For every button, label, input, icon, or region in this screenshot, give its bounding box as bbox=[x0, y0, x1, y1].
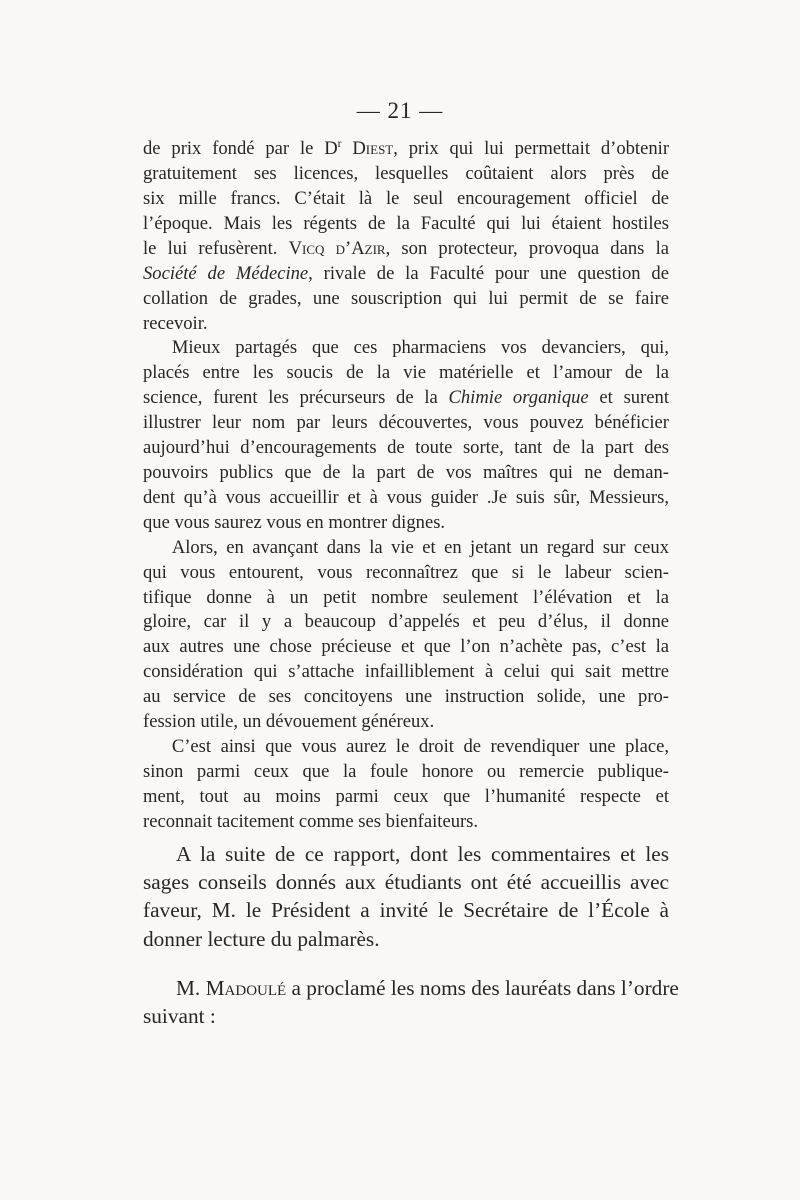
text-run: que vous saurez vous en montrer dignes. bbox=[143, 511, 446, 533]
rapport-text bbox=[143, 132, 669, 835]
paragraph-gap bbox=[143, 953, 669, 974]
text-line bbox=[143, 586, 669, 611]
text-line bbox=[143, 810, 669, 835]
text-run: l’époque. Mais les régents de la Faculté qui lui étaient hostiles bbox=[143, 212, 669, 234]
text-line bbox=[143, 361, 669, 386]
text-run: gratuitement ses licences, lesquelles coûtaient alors près de bbox=[143, 163, 669, 185]
text-run: suivant : bbox=[143, 1004, 216, 1029]
text-run: qui vous entourent, vous reconnaîtrez que si le labeur scien- bbox=[143, 561, 669, 583]
text-line bbox=[143, 610, 669, 635]
compte-rendu-text bbox=[143, 840, 679, 1030]
text-run: M. bbox=[176, 975, 206, 1000]
text-line bbox=[143, 561, 669, 586]
text-run: de prix fondé par le D bbox=[143, 138, 338, 160]
text-run: aux autres une chose précieuse et que l’on n’achète pas, c’est la bbox=[143, 636, 669, 658]
text-run: A la suite de ce rapport, dont les commentaires et les bbox=[176, 842, 669, 866]
text-run: dent qu’à vous accueillir et à vous guider .Je suis sûr, Messieurs, bbox=[143, 486, 669, 508]
text-run: faveur, M. le Président a invité le Secrétaire de l’École à bbox=[143, 898, 669, 923]
text-run: sinon parmi ceux que la foule honore ou remercie publique- bbox=[143, 760, 669, 782]
text-run: placés entre les soucis de la vie matérielle et l’amour de la bbox=[143, 362, 669, 384]
text-line bbox=[143, 287, 669, 312]
text-run: considération qui s’attache infailliblement à celui qui sait mettre bbox=[143, 661, 669, 683]
text-line bbox=[143, 974, 679, 1002]
text-run: Mieux partagés que ces pharmaciens vos devanciers, qui, bbox=[171, 337, 669, 359]
text-line bbox=[143, 436, 669, 461]
italic-text: Société de Médecine, bbox=[143, 262, 313, 284]
text-run: , prix qui lui permettait d’obtenir bbox=[393, 138, 670, 160]
text-run: ment, tout au moins parmi ceux que l’humanité respecte et bbox=[143, 785, 669, 807]
small-caps-name: Diest bbox=[352, 138, 394, 160]
text-run: reconnait tacitement comme ses bienfaiteurs. bbox=[143, 810, 479, 832]
text-line bbox=[143, 760, 669, 785]
text-run: sages conseils donnés aux étudiants ont été accueillis avec bbox=[143, 870, 669, 895]
text-run: le lui refusèrent. bbox=[143, 237, 289, 259]
small-caps-name: Vicq d’Azir bbox=[288, 237, 386, 259]
text-line bbox=[143, 162, 669, 187]
text-line bbox=[143, 1002, 669, 1030]
text-line bbox=[143, 262, 669, 287]
text-line bbox=[143, 635, 669, 660]
text-line bbox=[143, 868, 669, 896]
text-run: , son protecteur, provoqua dans la bbox=[385, 237, 670, 259]
text-line bbox=[143, 840, 669, 868]
text-run: aujourd’hui d’encouragements de toute sorte, tant de la part des bbox=[143, 437, 669, 459]
text-line bbox=[143, 132, 669, 162]
text-line bbox=[143, 312, 669, 337]
italic-text: Chimie organique bbox=[448, 387, 589, 409]
text-line bbox=[143, 336, 669, 361]
text-line bbox=[143, 536, 669, 561]
text-line bbox=[143, 386, 669, 411]
text-run: collation de grades, une souscription qui lui permit de se faire bbox=[143, 287, 669, 309]
text-line bbox=[143, 925, 669, 953]
text-line bbox=[143, 411, 669, 436]
text-run: au service de ses concitoyens une instruction solide, une pro- bbox=[143, 686, 669, 708]
text-run: pouvoirs publics que de la part de vos maîtres qui ne deman- bbox=[143, 461, 669, 483]
text-run bbox=[342, 138, 353, 159]
text-line bbox=[143, 511, 669, 536]
text-run: gloire, car il y a beaucoup d’appelés et peu d’élus, il donne bbox=[143, 611, 669, 633]
small-caps-name: Madoulé bbox=[205, 975, 287, 1000]
text-line bbox=[143, 660, 669, 685]
text-run: science, furent les précurseurs de la bbox=[143, 387, 449, 409]
text-run: Alors, en avançant dans la vie et en jetant un regard sur ceux bbox=[171, 536, 669, 558]
text-run: rivale de la Faculté pour une question de bbox=[312, 262, 669, 284]
text-line bbox=[143, 187, 669, 212]
text-line bbox=[143, 785, 669, 810]
text-run: fession utile, un dévouement généreux. bbox=[143, 711, 435, 733]
text-run: illustrer leur nom par leurs découvertes, vous pouvez bénéficier bbox=[143, 412, 669, 434]
text-run: six mille francs. C’était là le seul encouragement officiel de bbox=[143, 188, 669, 209]
text-run: recevoir. bbox=[143, 312, 208, 334]
text-run: a proclamé les noms des lauréats dans l’ordre bbox=[286, 975, 679, 1000]
text-line bbox=[143, 486, 669, 511]
text-line bbox=[143, 685, 669, 710]
page-number: — 21 — bbox=[356, 98, 444, 123]
superscript: r bbox=[337, 138, 342, 150]
text-line bbox=[143, 710, 669, 735]
text-run: tifique donne à un petit nombre seulement l’élévation et la bbox=[143, 586, 669, 608]
text-run: donner lecture du palmarès. bbox=[143, 926, 380, 951]
text-run: et surent bbox=[588, 387, 670, 409]
text-line bbox=[143, 461, 669, 486]
text-line bbox=[143, 237, 669, 262]
text-line bbox=[143, 735, 669, 760]
text-run: C’est ainsi que vous aurez le droit de revendiquer une place, bbox=[171, 735, 669, 757]
text-line bbox=[143, 896, 669, 924]
text-line bbox=[143, 212, 669, 237]
